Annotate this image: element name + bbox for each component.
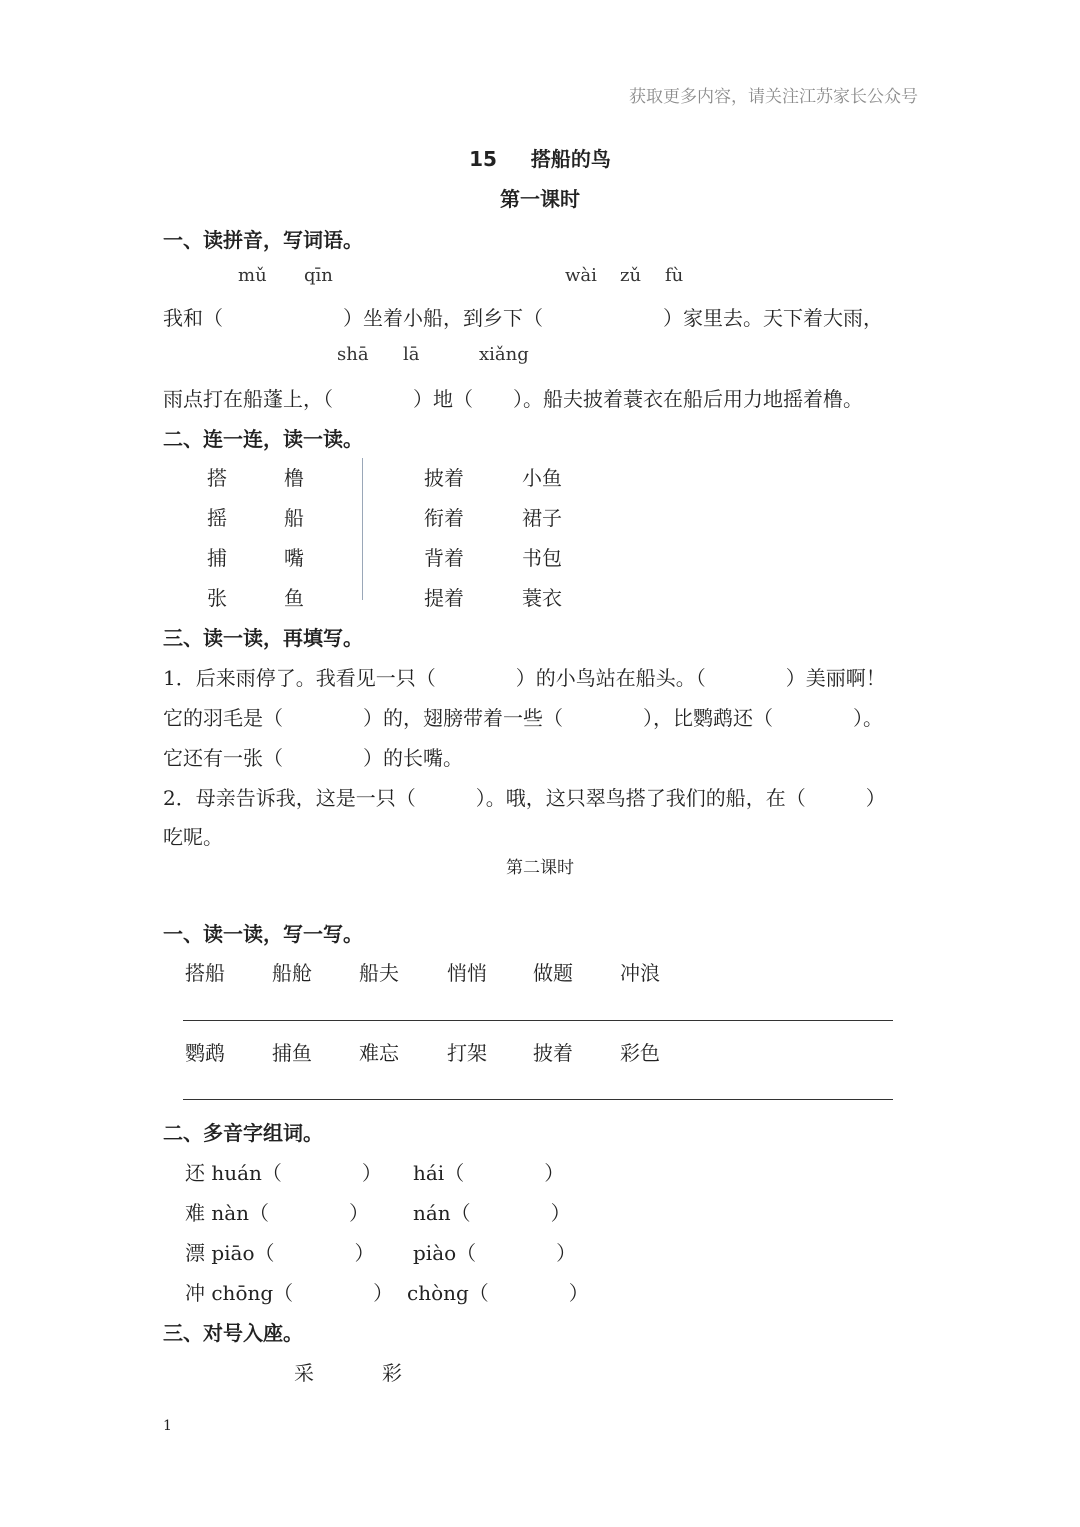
match-left-b2: 船 xyxy=(284,506,304,530)
p1-s2-heading: 二、连一连，读一读。 xyxy=(163,427,363,451)
word-r2-5: 披着 xyxy=(533,1041,573,1065)
polyphone-4a: 冲 chōng（ ） xyxy=(185,1281,394,1305)
match-left-a1: 搭 xyxy=(207,466,227,490)
pinyin-la: lā xyxy=(403,344,420,365)
match-left-b4: 鱼 xyxy=(284,586,304,610)
p2-s3-heading: 三、对号入座。 xyxy=(163,1321,303,1345)
match-left-a3: 捕 xyxy=(207,546,227,570)
polyphone-3b: piào（ ） xyxy=(413,1241,577,1265)
word-r2-2: 捕鱼 xyxy=(272,1041,312,1065)
polyphone-2b: nán（ ） xyxy=(413,1201,571,1225)
match-right-a1: 披着 xyxy=(424,466,464,490)
lesson-title xyxy=(0,143,1080,172)
p1-s3-heading: 三、读一读，再填写。 xyxy=(163,626,363,650)
polyphone-1b: hái（ ） xyxy=(413,1161,565,1185)
writing-line-1 xyxy=(183,1020,893,1021)
match-right-a2: 衔着 xyxy=(424,506,464,530)
word-r1-2: 船舱 xyxy=(272,961,312,985)
match-left-a2: 摇 xyxy=(207,506,227,530)
word-r2-3: 难忘 xyxy=(359,1041,399,1065)
pinyin-wai: wài xyxy=(565,265,597,286)
polyphone-2a: 难 nàn（ ） xyxy=(185,1201,370,1225)
lesson-period-1: 第一课时 xyxy=(500,187,580,211)
watermark: 获取更多内容，请关注江苏家长公众号 xyxy=(629,87,918,107)
word-r1-1: 搭船 xyxy=(185,961,225,985)
match-left-b3: 嘴 xyxy=(284,546,304,570)
word-r1-4: 悄悄 xyxy=(447,961,487,985)
match-left-a4: 张 xyxy=(207,586,227,610)
writing-line-2 xyxy=(183,1099,893,1100)
word-r1-6: 冲浪 xyxy=(620,961,660,985)
match-right-b2: 裙子 xyxy=(522,506,562,530)
word-r1-5: 做题 xyxy=(533,961,573,985)
pinyin-xiang: xiǎng xyxy=(479,344,529,365)
pinyin-mu: mǔ xyxy=(238,265,267,286)
word-r1-3: 船夫 xyxy=(359,961,399,985)
pinyin-qin: qīn xyxy=(304,265,333,286)
p1-s3-line2: 它的羽毛是（ ）的，翅膀带着一些（ ），比鹦鹉还（ ）。 xyxy=(163,706,883,730)
match-right-b3: 书包 xyxy=(522,546,562,570)
p1-s3-line3: 它还有一张（ ）的长嘴。 xyxy=(163,746,463,770)
p1-s1-heading: 一、读拼音，写词语。 xyxy=(163,228,363,252)
match-left-b1: 橹 xyxy=(284,466,304,490)
polyphone-1a: 还 huán（ ） xyxy=(185,1161,382,1185)
pinyin-sha: shā xyxy=(337,344,369,365)
lesson-name: 搭船的鸟 xyxy=(530,147,611,171)
choice-word-1: 采 xyxy=(294,1361,314,1385)
match-right-b4: 蓑衣 xyxy=(522,586,562,610)
choice-word-2: 彩 xyxy=(382,1361,402,1385)
lesson-number: 15 xyxy=(469,147,497,171)
p1-s1-line2: 雨点打在船蓬上，（ ）地（ ）。船夫披着蓑衣在船后用力地摇着橹。 xyxy=(163,387,863,411)
word-r2-1: 鹦鹉 xyxy=(185,1041,225,1065)
polyphone-4b: chòng（ ） xyxy=(407,1281,589,1305)
page-number: 1 xyxy=(163,1418,172,1434)
match-right-b1: 小鱼 xyxy=(522,466,562,490)
p1-s3-line4: 2．母亲告诉我，这是一只（ ）。哦，这只翠鸟搭了我们的船，在（ ） xyxy=(163,786,886,810)
pinyin-fu: fù xyxy=(665,265,684,286)
lesson-period-2: 第二课时 xyxy=(506,858,574,878)
pinyin-zu: zǔ xyxy=(620,265,642,286)
p2-s2-heading: 二、多音字组词。 xyxy=(163,1121,323,1145)
word-r2-6: 彩色 xyxy=(620,1041,660,1065)
word-r2-4: 打架 xyxy=(447,1041,487,1065)
match-divider xyxy=(362,458,363,600)
polyphone-3a: 漂 piāo（ ） xyxy=(185,1241,375,1265)
p1-s3-line5: 吃呢。 xyxy=(163,825,223,849)
p2-s1-heading: 一、读一读，写一写。 xyxy=(163,922,363,946)
match-right-a3: 背着 xyxy=(424,546,464,570)
p1-s3-line1: 1．后来雨停了。我看见一只（ ）的小鸟站在船头。（ ）美丽啊！ xyxy=(163,666,886,690)
p1-s1-line1: 我和（ ）坐着小船，到乡下（ ）家里去。天下着大雨， xyxy=(163,306,883,330)
match-right-a4: 提着 xyxy=(424,586,464,610)
